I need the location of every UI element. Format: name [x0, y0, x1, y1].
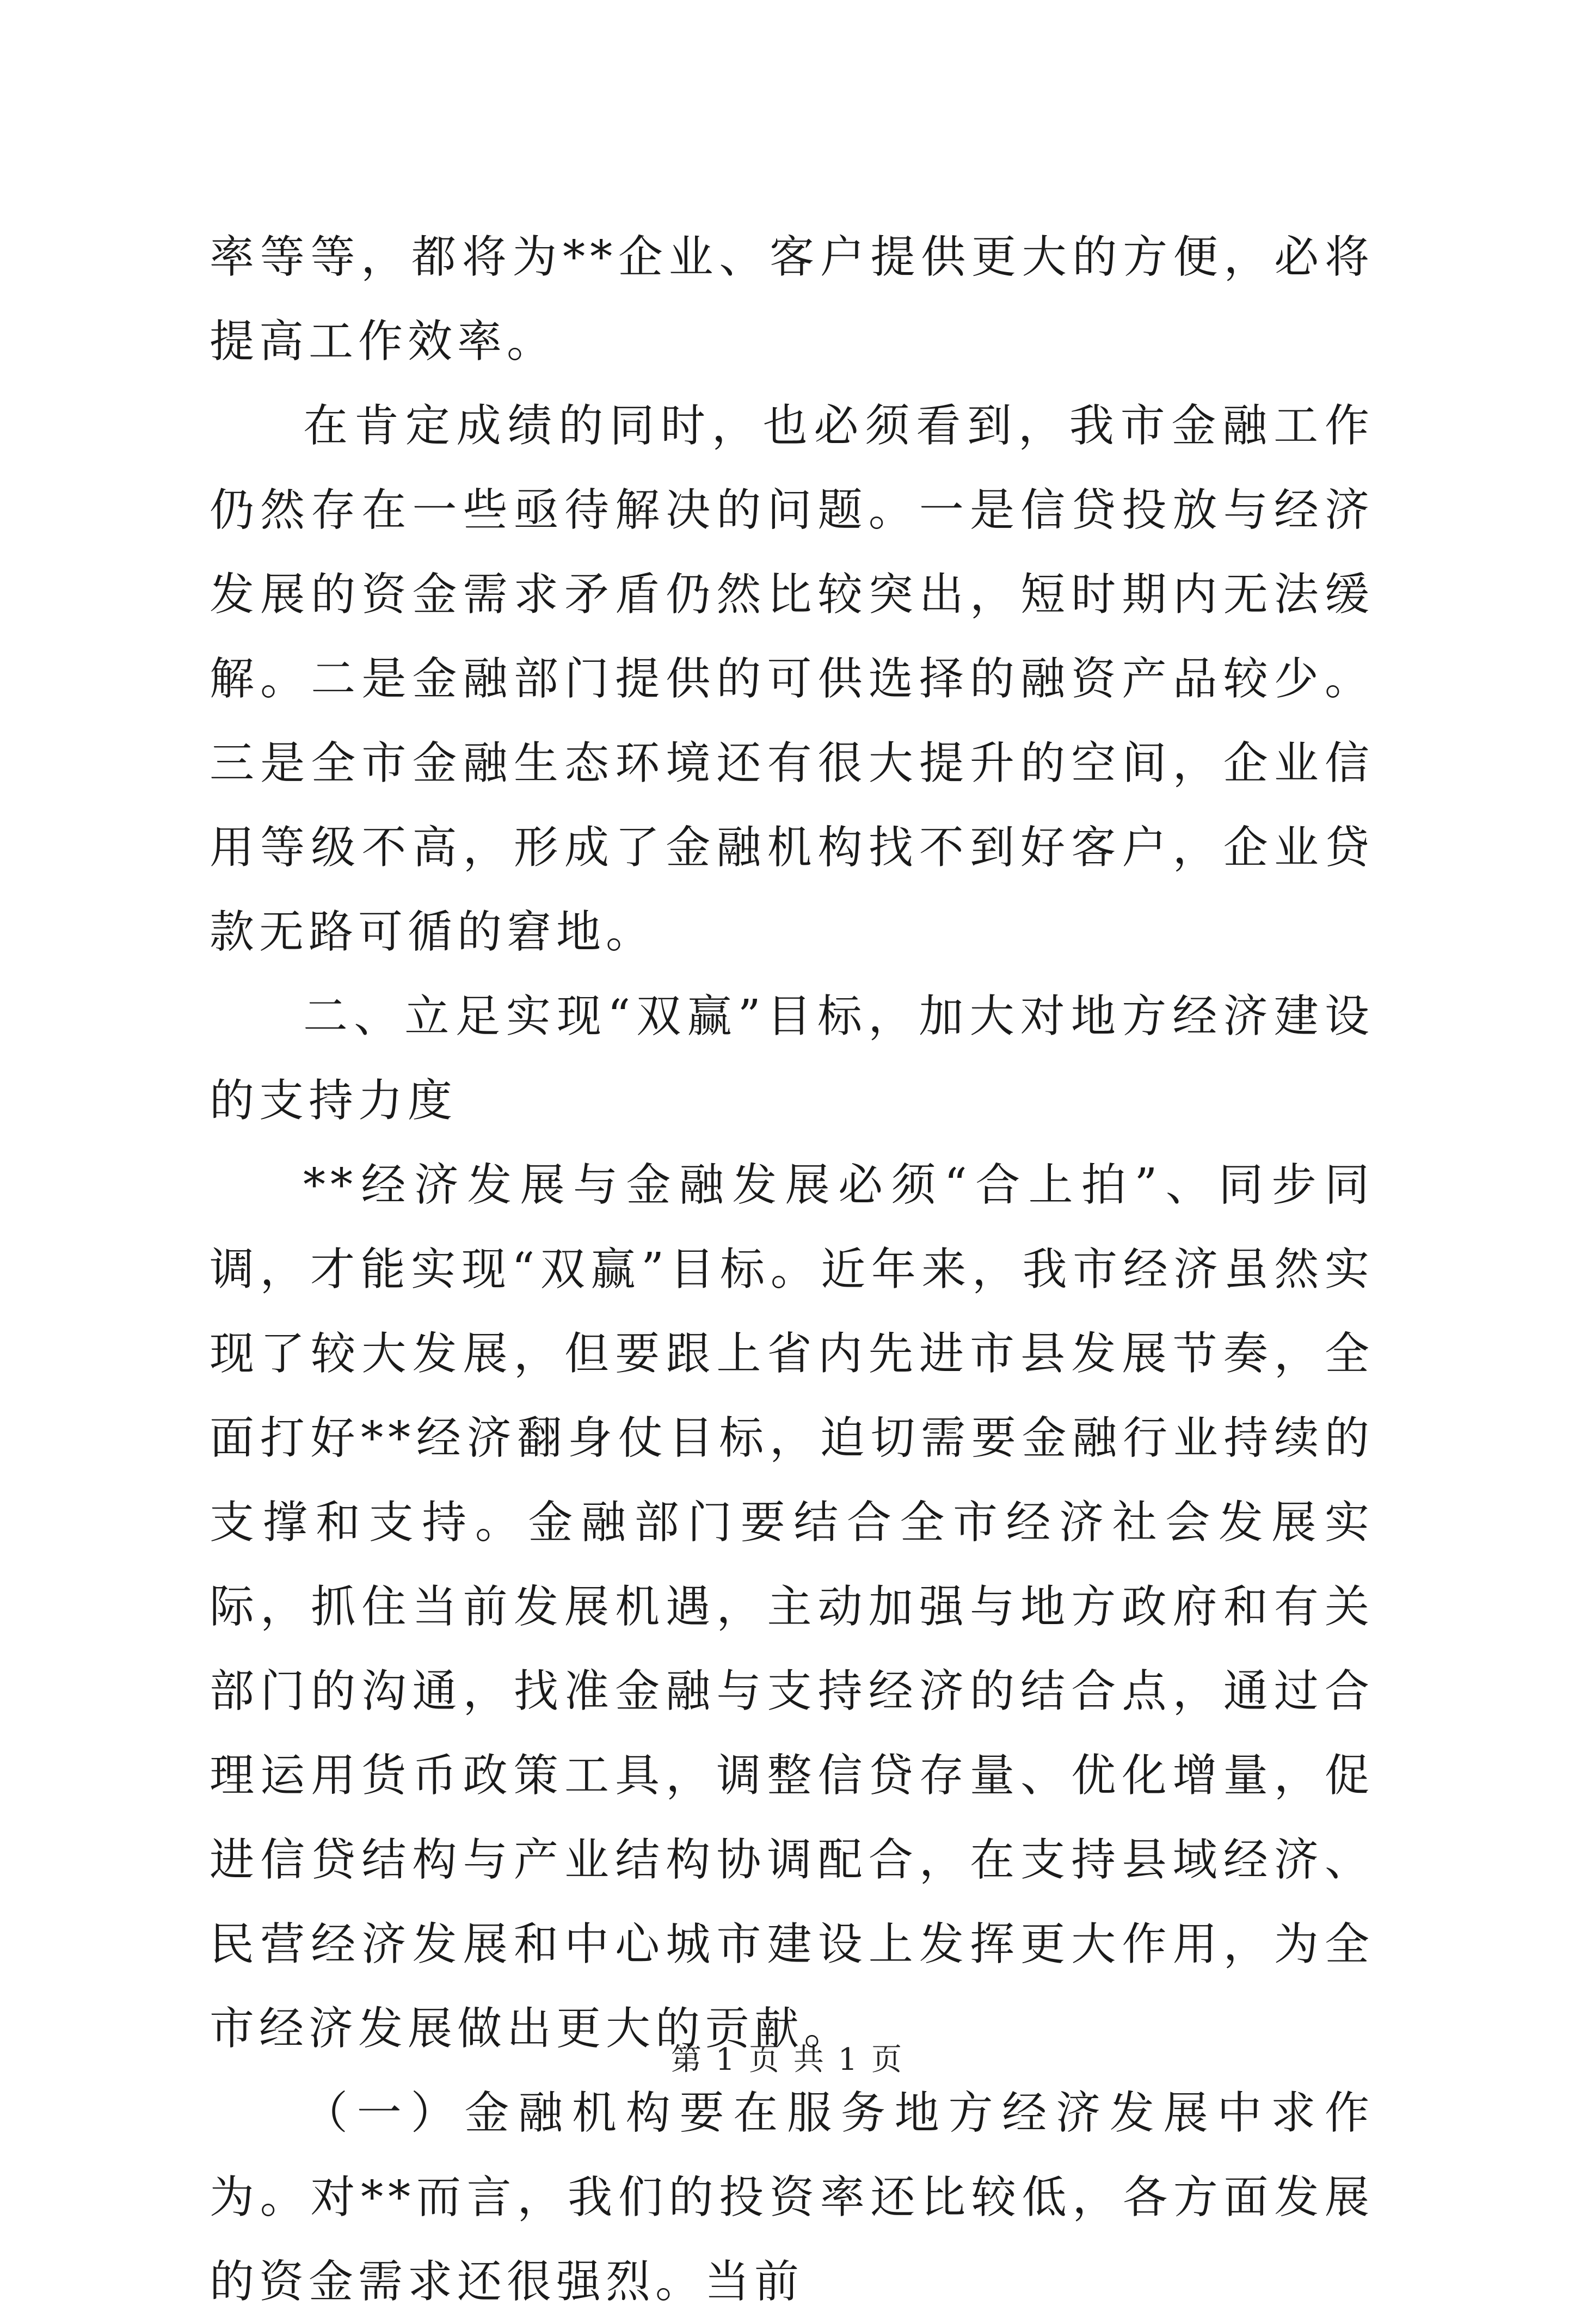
paragraph-3: **经济发展与金融发展必须“合上拍”、同步同调，才能实现“双赢”目标。近年来，我市经济虽然实现了较大发展，但要跟上省内先进市县发展节奏，全面打好**经济翻身仗目标，迫切需要金融行业持续的支撑和支持。金融部门要结合全市经济社会发展实际，抓住当前发展机遇，主动加强与地方政府和有关部门的沟通，找准金融与支持经济的结合点，通过合理运用货币政策工具，调整信贷存量、优化增量，促进信贷结构与产业结构协调配合，在支持县域经济、民营经济发展和中心城市建设上发挥更大作用，为全市经济发展做出更大的贡献。	[210, 1159, 1374, 2055]
paragraph-4: （一）金融机构要在服务地方经济发展中求作为。对**而言，我们的投资率还比较低，各方面发展的资金需求还很强烈。当前	[210, 2087, 1374, 2308]
page-footer: 第 1 页 共 1 页	[670, 2042, 905, 2077]
section-heading: 二、立足实现“双赢”目标，加大对地方经济建设的支持力度	[210, 991, 1374, 1127]
paragraph-1: 率等等，都将为**企业、客户提供更大的方便，必将提高工作效率。	[210, 231, 1374, 367]
document-body	[210, 215, 1374, 2324]
paragraph-2: 在肯定成绩的同时，也必须看到，我市金融工作仍然存在一些亟待解决的问题。一是信贷投放与经济发展的资金需求矛盾仍然比较突出，短时期内无法缓解。二是金融部门提供的可供选择的融资产品较少。三是全市金融生态环境还有很大提升的空间，企业信用等级不高，形成了金融机构找不到好客户，企业贷款无路可循的窘地。	[210, 400, 1374, 958]
